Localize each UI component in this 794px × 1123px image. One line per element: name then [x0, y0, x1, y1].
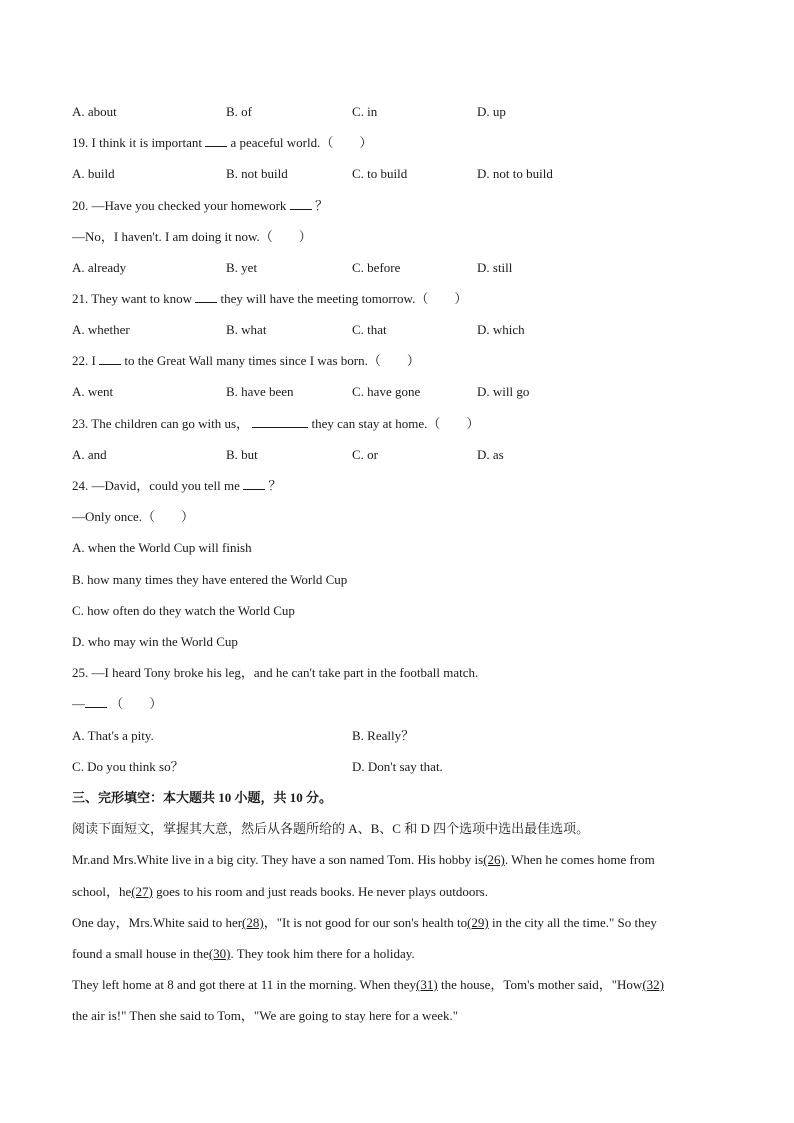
dash: — — [72, 696, 85, 711]
passage-line-3 — [72, 915, 657, 931]
passage-text: in the city all the time." So they — [488, 915, 657, 930]
cloze-blank-31: (31) — [416, 977, 438, 992]
answer-blank — [290, 198, 312, 210]
passage-text: ，"It is not good for our son's health to — [263, 915, 468, 930]
passage-text: goes to his room and just reads books. He never plays outdoors. — [152, 884, 488, 899]
passage-line-4 — [72, 946, 415, 962]
question-25-reply — [72, 696, 162, 712]
option-b: B. how many times they have entered the World Cup — [72, 572, 348, 587]
question-20 — [72, 198, 328, 214]
question-25: 25. —I heard Tony broke his leg，and he can't take part in the football match. — [72, 665, 479, 680]
answer-blank — [195, 291, 217, 303]
option-b: B. of — [226, 104, 252, 119]
option-a: A. went — [72, 384, 114, 399]
passage-line-2 — [72, 884, 488, 900]
passage-text: . When he comes home from — [504, 852, 655, 867]
section-instruction: 阅读下面短文，掌握其大意，然后从各题所给的 A、B、C 和 D 四个选项中选出最佳选项。 — [72, 821, 590, 836]
passage-text: . They took him there for a holiday. — [230, 946, 415, 961]
passage-line-1 — [72, 852, 655, 868]
option-b: B. not build — [226, 166, 288, 181]
q21-options — [72, 322, 722, 338]
option-a: A. whether — [72, 322, 130, 337]
question-text: 24. —David，could you tell me — [72, 478, 240, 493]
option-c: C. in — [352, 104, 378, 119]
answer-blank — [205, 135, 227, 147]
question-20-reply: —No，I haven't. I am doing it now.（ ） — [72, 229, 312, 244]
q23-options — [72, 447, 722, 463]
option-b: B. what — [226, 322, 267, 337]
option-a: A. when the World Cup will finish — [72, 540, 252, 555]
passage-text: One day，Mrs.White said to her — [72, 915, 243, 930]
question-text: 21. They want to know — [72, 291, 192, 306]
passage-text: the house，Tom's mother said，"How — [437, 977, 643, 992]
question-text: 20. —Have you checked your homework — [72, 198, 287, 213]
passage-text: They left home at 8 and got there at 11 in the morning. When they — [72, 977, 417, 992]
option-c: C. have gone — [352, 384, 421, 399]
cloze-blank-28: (28) — [242, 915, 264, 930]
option-d: D. which — [477, 322, 525, 337]
option-c: C. to build — [352, 166, 408, 181]
q18-options — [72, 104, 722, 120]
cloze-blank-26: (26) — [483, 852, 505, 867]
question-text: 23. The children can go with us， — [72, 416, 250, 431]
cloze-blank-27: (27) — [131, 884, 153, 899]
option-a: A. build — [72, 166, 115, 181]
passage-line-6: the air is!" Then she said to Tom，"We are going to stay here for a week." — [72, 1008, 459, 1023]
option-c: C. that — [352, 322, 387, 337]
cloze-blank-29: (29) — [467, 915, 489, 930]
option-a: A. That's a pity. — [72, 728, 154, 743]
question-19 — [72, 135, 372, 151]
q25-options-row1 — [72, 728, 722, 744]
question-text-end: ？ — [314, 198, 328, 213]
question-text-end: （ ） — [110, 696, 163, 711]
passage-text: found a small house in the — [72, 946, 209, 961]
option-d: D. who may win the World Cup — [72, 634, 238, 649]
passage-line-5 — [72, 977, 664, 993]
option-a: A. already — [72, 260, 127, 275]
option-d: D. as — [477, 447, 504, 462]
question-23 — [72, 416, 479, 432]
option-d: D. up — [477, 104, 506, 119]
section-heading: 三、完形填空：本大题共 10 小题，共 10 分。 — [72, 790, 333, 805]
question-text: 19. I think it is important — [72, 135, 202, 150]
q25-options-row2 — [72, 759, 722, 775]
question-text-end: they will have the meeting tomorrow.（ ） — [220, 291, 468, 306]
question-22 — [72, 353, 420, 369]
question-24 — [72, 478, 281, 494]
option-c: C. or — [352, 447, 378, 462]
option-c: C. how often do they watch the World Cup — [72, 603, 295, 618]
question-text-end: a peaceful world.（ ） — [230, 135, 373, 150]
option-d: D. not to build — [477, 166, 553, 181]
cloze-blank-32: (32) — [642, 977, 664, 992]
passage-text: school，he — [72, 884, 132, 899]
option-d: D. still — [477, 260, 513, 275]
option-c: C. before — [352, 260, 401, 275]
answer-blank — [85, 696, 107, 708]
option-c: C. Do you think so？ — [72, 759, 184, 774]
cloze-blank-30: (30) — [208, 946, 231, 961]
question-text-end: they can stay at home.（ ） — [311, 416, 480, 431]
answer-blank — [99, 353, 121, 365]
option-d: D. will go — [477, 384, 530, 399]
q20-options — [72, 260, 722, 276]
question-21 — [72, 291, 467, 307]
answer-blank — [243, 478, 265, 490]
option-a: A. about — [72, 104, 117, 119]
passage-text: Mr.and Mrs.White live in a big city. They have a son named Tom. His hobby is — [72, 852, 484, 867]
q22-options — [72, 384, 722, 400]
answer-blank — [252, 416, 308, 428]
option-b: B. yet — [226, 260, 258, 275]
option-b: B. but — [226, 447, 258, 462]
option-a: A. and — [72, 447, 107, 462]
option-b: B. have been — [226, 384, 294, 399]
question-24-reply: —Only once.（ ） — [72, 509, 195, 524]
question-text-end: ？ — [268, 478, 282, 493]
question-text-end: to the Great Wall many times since I was born.（ ） — [124, 353, 420, 368]
question-text: 22. I — [72, 353, 96, 368]
option-d: D. Don't say that. — [352, 759, 443, 774]
q19-options — [72, 166, 722, 182]
option-b: B. Really？ — [352, 728, 415, 743]
